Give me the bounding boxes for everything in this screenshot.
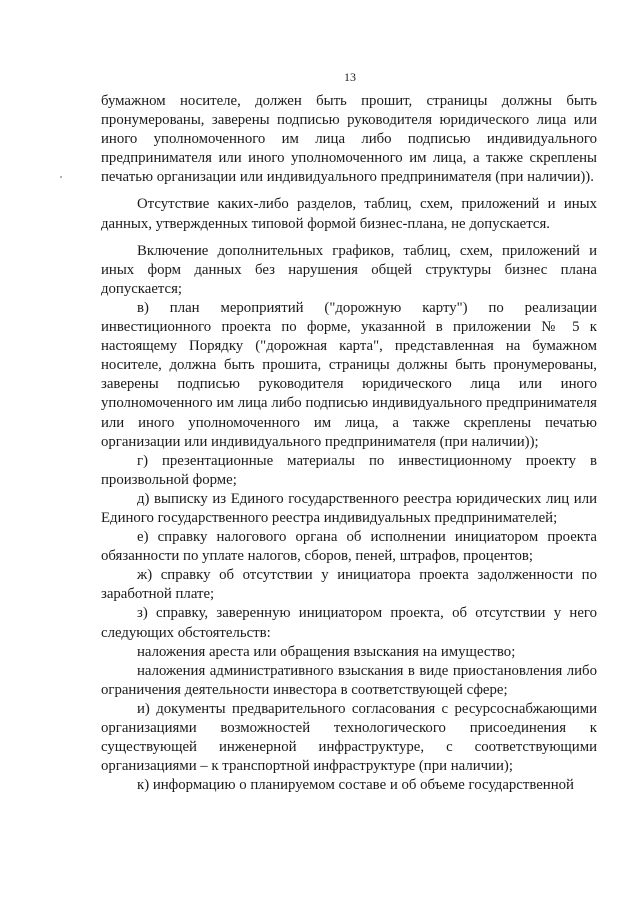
- paragraph-11-admin: наложения административного взыскания в виде приостановления либо ограничения деятельности инвестора в соответствующей сфере;: [101, 662, 597, 698]
- margin-mark: [60, 176, 62, 178]
- paragraph-8-item-zh: ж) справку об отсутствии у инициатора проекта задолженности по заработной плате;: [101, 567, 597, 603]
- paragraph-6-item-d: д) выписку из Единого государственного реестра юридических лиц или Единого государственного реестра индивидуальных предпринимателей;: [101, 490, 597, 526]
- paragraph-1: бумажном носителе, должен быть прошит, страницы должны быть пронумерованы, заверены подписью руководителя юридического лица или иного уполномоченного им лица либо подписью индивидуального предпринимателя или иного уполномоченного им лица, а также скреплены печатью организации или индивидуального предпринимателя (при наличии)).: [101, 93, 597, 186]
- paragraph-13-item-k: к) информацию о планируемом составе и об объеме государственной: [137, 777, 574, 794]
- paragraph-2: Отсутствие каких-либо разделов, таблиц, схем, приложений и иных данных, утвержденных типовой формой бизнес-плана, не допускается.: [101, 196, 597, 232]
- paragraph-12-item-i: и) документы предварительного согласования с ресурсоснабжающими организациями возможностей технологического присоединения к существующей инженерной инфраструктуре, с соответствующими организациями – к транспортной инфраструктуре (при наличии);: [101, 700, 597, 775]
- paragraph-4-item-v: в) план мероприятий ("дорожную карту") по реализации инвестиционного проекта по форме, указанной в приложении № 5 к настоящему Порядку ("дорожная карта", представленная на бумажном носителе, должна быть прошита, страницы должны быть пронумерованы, заверены подписью руководителя юридического лица или иного уполномоченного им лица либо подписью индивидуального предпринимателя или иного уполномоченного им лица, а также скреплены печатью организации или индивидуального предпринимателя (при наличии));: [101, 299, 597, 450]
- paragraph-5-item-g: г) презентационные материалы по инвестиционному проекту в произвольной форме;: [101, 452, 597, 488]
- page-number: 13: [344, 70, 356, 84]
- document-body: [101, 92, 597, 795]
- paragraph-3: Включение дополнительных графиков, таблиц, схем, приложений и иных форм данных без нарушения общей структуры бизнес плана допускается;: [101, 242, 597, 297]
- paragraph-10-arrest: наложения ареста или обращения взыскания на имущество;: [137, 643, 516, 660]
- paragraph-9-item-z: з) справку, заверенную инициатором проекта, об отсутствии у него следующих обстоятельств:: [101, 605, 597, 641]
- paragraph-7-item-e: е) справку налогового органа об исполнении инициатором проекта обязанности по уплате налогов, сборов, пеней, штрафов, процентов;: [101, 529, 597, 565]
